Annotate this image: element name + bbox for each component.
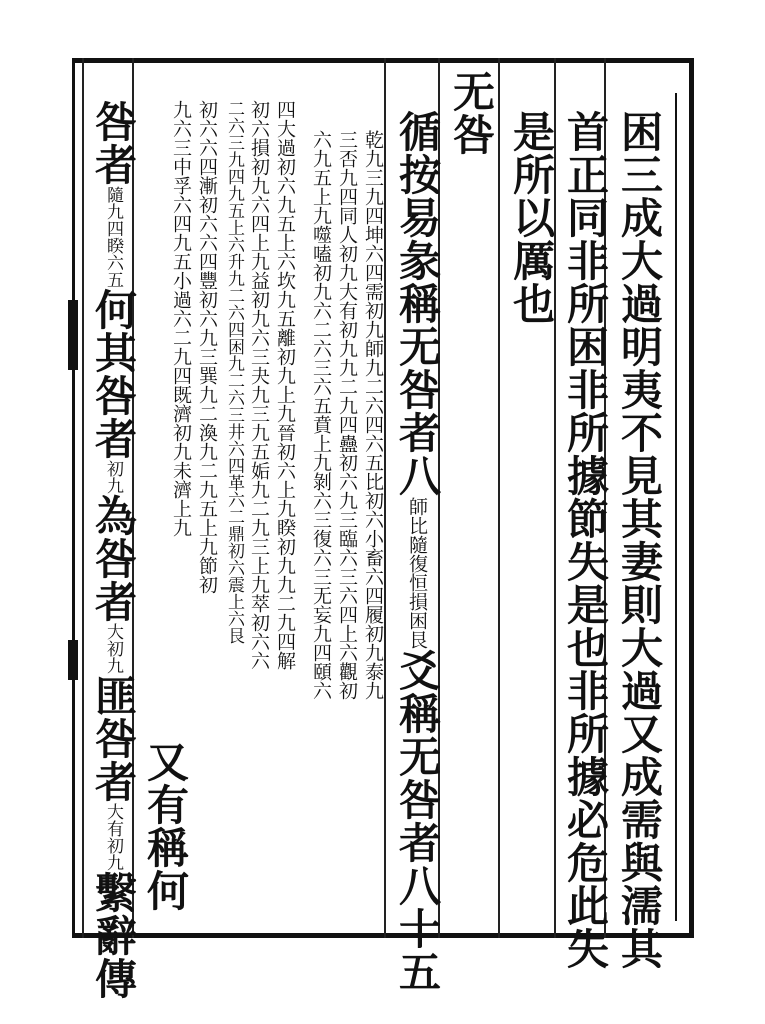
text-column-2: 首正同非所困非所據節失是也非所據必危此失 — [561, 110, 610, 970]
text-column-last — [88, 100, 138, 1000]
main-text: 循按易彖稱无咎者八 — [393, 110, 442, 497]
main-text: 何其咎者 — [89, 288, 138, 460]
note-column-6: 二六三九四九五上六升九二六四困九二六三井六四革六二鼎初六震上六艮 — [224, 100, 244, 644]
inline-note: 睽六五 — [103, 237, 123, 288]
inline-note: 師比隨復恒損困艮 — [406, 497, 428, 649]
column-rule — [384, 58, 386, 938]
inline-note: 大初九 — [103, 623, 123, 674]
note-column-8: 九六三中孚六四九五小過六二九四既濟初九未濟上九 — [170, 100, 192, 537]
note-column-5: 初六損初九六四上九益初九六三夬九三九五姤九二九三上九萃初六六 — [248, 100, 270, 670]
main-text: 咎者 — [89, 100, 138, 186]
binding-mark — [68, 300, 78, 370]
main-text: 匪咎者 — [89, 674, 138, 803]
text-column-3: 是所以厲也 — [507, 110, 556, 325]
frame-inner-rule — [675, 93, 677, 921]
inline-note: 隨九四 — [103, 186, 123, 237]
column-rule — [498, 58, 500, 938]
text-column-1: 困三成大過明夷不見其妻則大過又成需與濡其 — [615, 110, 664, 970]
main-text: 爻稱无咎者八十五 — [393, 649, 442, 993]
text-column-you: 又有稱何 — [141, 740, 190, 912]
text-column-5 — [390, 110, 442, 993]
note-column-3: 六九五上九噬嗑初九六二六三六五賁上九剝六三復六三无妄九四頤六 — [310, 130, 332, 700]
binding-mark — [68, 640, 78, 680]
main-text: 為咎者 — [89, 494, 138, 623]
column-rule — [82, 58, 84, 938]
main-text: 繫辭傳 — [89, 871, 138, 1000]
note-column-7: 初六六四漸初六六四豐初六九三巽九二渙九二九五上九節初 — [196, 100, 218, 594]
note-column-1: 乾九三九四坤六四需初九師九二六四六五比初六小畜六四履初九泰九 — [362, 130, 384, 700]
note-column-2: 三否九四同人初九大有初九九二九四蠱初六九三臨六三六四上六觀初 — [336, 130, 358, 700]
note-column-4: 四大過初六九五上六坎九五離初九上九晉初六上九睽初九九二九四解 — [274, 100, 296, 670]
inline-note: 大有初九 — [103, 803, 123, 871]
inline-note: 初九 — [103, 460, 123, 494]
section-title: 无咎 — [447, 70, 496, 156]
